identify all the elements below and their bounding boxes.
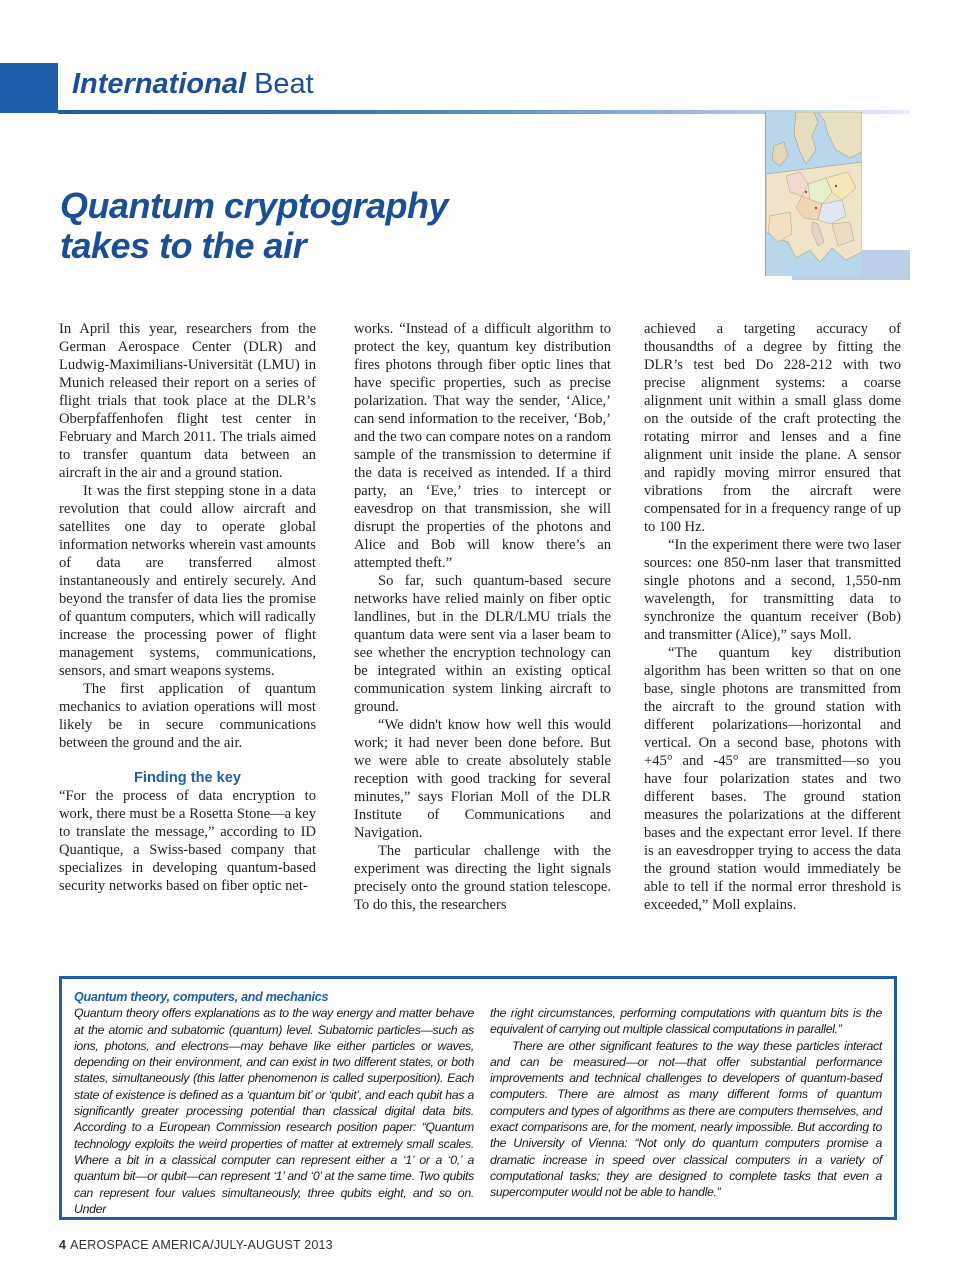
section-title (72, 68, 314, 101)
sidebar-box (59, 976, 897, 1220)
paragraph: “In the experiment there were two laser sources: one 850-nm laser that transmitted single photons and a second, 1,550-nm wavelength, for transmitting data to synchronize the quantum receiver (Bob) and transmitter (Alice),” says Moll. (644, 537, 901, 643)
paragraph: The first application of quantum mechanics to aviation operations will most likely be in secure communications between the ground and the air. (59, 681, 316, 751)
europe-map-image (765, 112, 862, 276)
paragraph: The particular challenge with the experiment was directing the light signals precisely onto the ground station telescope. To do this, the researchers (354, 843, 611, 913)
sidebar-title: Quantum theory, computers, and mechanics (74, 990, 329, 1004)
page-number: 4 (59, 1238, 67, 1252)
section-color-block (0, 63, 58, 113)
paragraph: It was the first stepping stone in a data revolution that could allow aircraft and satellites one day to operate global information networks wherein vast amounts of data are transferred almost instantaneously and entirely securely. And beyond the transfer of data lies the promise of quantum computers, which will radically increase the processing power of flight management systems, communications, sensors, and smart weapons systems. (59, 483, 316, 679)
article-column-2 (354, 320, 611, 914)
subhead-finding-the-key: Finding the key (133, 770, 242, 786)
sidebar-paragraph: Quantum theory offers explanations as to the way energy and matter behave at the atomic and subatomic (quantum) level. Subatomic particles—such as ions, photons, and electrons—may behave like either particles or waves, depending on their environment, and can exist in two different states, or both states, simultaneously (this latter phenomenon is called superposition). Each state of existence is defined as a ‘quantum bit’ or ‘qubit’, and each qubit has a significantly greater processing potential than classical digital data bits. According to a European Commission research position paper: “Quantum technology exploits the weird properties of matter at extremely small scales. Where a bit in a classical computer can represent either a ‘1’ or a ‘0,’ a quantum bit—or qubit—can represent ‘1’ and ‘0’ at the same time. Two qubits can represent four values simultaneously, three qubits eight, and so on. Under (74, 1006, 474, 1216)
article-headline (60, 186, 448, 266)
paragraph: In April this year, researchers from the German Aerospace Center (DLR) and Ludwig-Maximilians-Universität (LMU) in Munich released their report on a series of flight trials that took place at the DLR’s Oberpfaffenhofen flight test center in February and March 2011. The trials aimed to transfer quantum data between an aircraft in the air and a ground station. (59, 321, 316, 481)
publication-line: AEROSPACE AMERICA/JULY-AUGUST 2013 (70, 1238, 333, 1252)
paragraph: “For the process of data encryption to work, there must be a Rosetta Stone—a key to translate the message,” according to ID Quantique, a Swiss-based company that specializes in developing quantum-based security networks based on fiber optic net- (59, 788, 316, 894)
paragraph: “The quantum key distribution algorithm has been written so that on one base, single photons are transmitted from the aircraft to the ground station with different polarizations—horizontal and vertical. On a second base, photons with +45° and -45° are transmitted—so you have four polarization states and two different bases. The ground station measures the polarizations at the different bases and the expectant error level. If there is an eavesdropper trying to access the data the ground station would immediately be able to tell if the normal error threshold is exceeded,” Moll explains. (644, 645, 901, 913)
sidebar-left-column (74, 989, 474, 1217)
paragraph: “We didn't know how well this would work; it had never been done before. But we were able to create absolutely stable reception with good tracking for several minutes,” says Florian Moll of the DLR Institute of Communications and Navigation. (354, 717, 611, 841)
page-footer (59, 1238, 333, 1252)
sidebar-right-column (490, 1005, 882, 1201)
sidebar-paragraph: the right circumstances, performing computations with quantum bits is the equivalent of carrying out multiple classical computations in parallel.” (490, 1006, 882, 1037)
sidebar-paragraph: There are other significant features to the way these particles interact and can be measured—or not—that offer substantial performance improvements and technical challenges to developers of quantum-based computers. There are almost as many different forms of quantum computers and types of algorithms as there are computers themselves, and exact comparisons are, for the moment, nearly impossible. But according to the University of Vienna: “Not only do quantum computers promise a dramatic increase in speed over classical computers in a variety of computational tasks; they are designed to complete tasks that even a supercomputer would not be able to handle.” (490, 1038, 882, 1200)
article-column-1 (59, 320, 316, 895)
section-title-bold: International (72, 68, 247, 100)
paragraph: So far, such quantum-based secure networks have relied mainly on fiber optic landlines, but in the DLR/LMU trials the quantum data were sent via a laser beam to see whether the encryption technology can be integrated within an existing optical communication system linking aircraft to ground. (354, 573, 611, 715)
article-column-3 (644, 320, 901, 914)
headline-line-1: Quantum cryptography (60, 185, 449, 226)
europe-map-graphic (766, 112, 862, 276)
paragraph: works. “Instead of a difficult algorithm to protect the key, quantum key distribution fires photons through fiber optic lines that have specific properties, such as precise polarization. That way the sender, ‘Alice,’ can send information to the receiver, ‘Bob,’ and the two can compare notes on a random sample of the transmission to determine if the data is received as intended. If a third party, an ‘Eve,’ tries to intercept or eavesdrop on that transmission, she will disrupt the properties of the photons and Alice and Bob will know there’s an attempted theft.” (354, 321, 611, 571)
section-title-light: Beat (254, 68, 314, 100)
headline-line-2: takes to the air (60, 225, 307, 266)
paragraph: achieved a targeting accuracy of thousandths of a degree by fitting the DLR’s test bed Do 228-212 with two precise alignment systems: a coarse alignment unit within a small glass dome on the outside of the craft protecting the rotating mirror and lenses and a fine alignment unit inside the plane. A sensor and rapidly moving mirror ensured that vibrations from the aircraft were compensated for in a frequency range of up to 100 Hz. (644, 321, 901, 535)
